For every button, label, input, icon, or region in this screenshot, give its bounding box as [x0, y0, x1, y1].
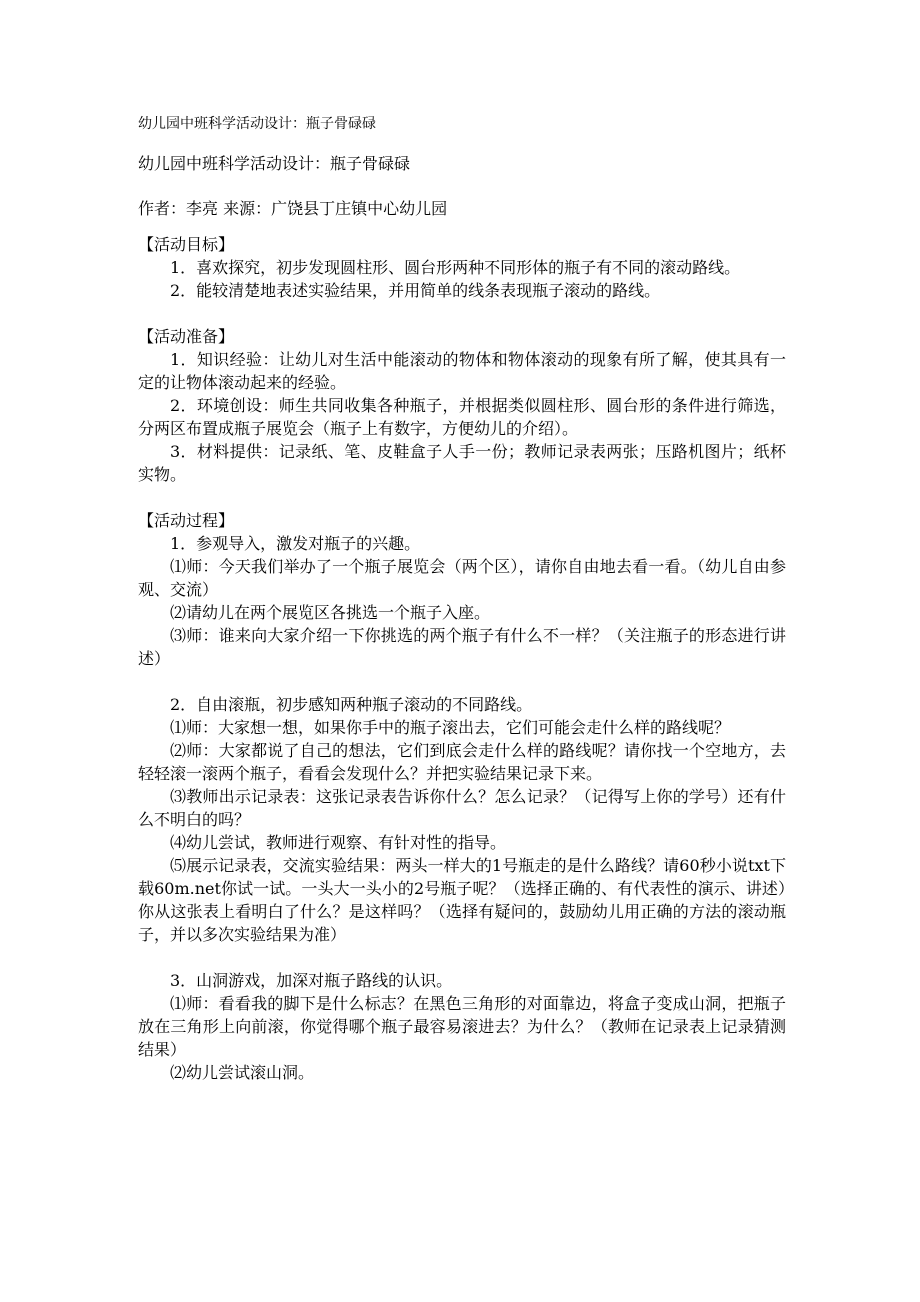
- process-step-title: 3．山洞游戏，加深对瓶子路线的认识。: [170, 971, 453, 990]
- document-title: 幼儿园中班科学活动设计：瓶子骨碌碌: [138, 154, 411, 173]
- process-step-item: ⑵师：大家都说了自己的想法，它们到底会走什么样的路线呢？请你找一个空地方，去轻轻滚一滚两个瓶子，看看会发现什么？并把实验结果记录下来。: [138, 741, 786, 783]
- process-step-title: 1．参观导入，激发对瓶子的兴趣。: [170, 534, 421, 553]
- paragraph-gap: [138, 302, 786, 325]
- section-heading-process: 【活动过程】: [138, 511, 235, 530]
- document-header-title: 幼儿园中班科学活动设计：瓶子骨碌碌: [138, 116, 376, 132]
- process-step-item: ⑷幼儿尝试，教师进行观察、有针对性的指导。: [170, 833, 507, 852]
- prep-item: 1．知识经验：让幼儿对生活中能滚动的物体和物体滚动的现象有所了解，使其具有一定的让物体滚动起来的经验。: [138, 350, 786, 392]
- goal-item: 2．能较清楚地表述实验结果，并用简单的线条表现瓶子滚动的路线。: [170, 281, 661, 300]
- process-step-item: ⑴师：今天我们举办了一个瓶子展览会（两个区），请你自由地去看一看。（幼儿自由参观、交流）: [138, 557, 786, 599]
- process-step-item: ⑵请幼儿在两个展览区各挑选一个瓶子入座。: [170, 603, 491, 622]
- process-step-item: ⑶师：谁来向大家介绍一下你挑选的两个瓶子有什么不一样？（关注瓶子的形态进行讲述）: [138, 626, 786, 668]
- process-step-title: 2．自由滚瓶，初步感知两种瓶子滚动的不同路线。: [170, 695, 533, 714]
- paragraph-gap: [138, 946, 786, 969]
- author-source-line: 作者：李亮 来源：广饶县丁庄镇中心幼儿园: [138, 199, 448, 218]
- process-step-item: ⑴师：看看我的脚下是什么标志？在黑色三角形的对面靠边，将盒子变成山洞，把瓶子放在三角形上向前滚，你觉得哪个瓶子最容易滚进去？为什么？（教师在记录表上记录猜测结果）: [138, 994, 786, 1059]
- process-step-item: ⑸展示记录表，交流实验结果：两头一样大的1号瓶走的是什么路线？请60秒小说txt下载60m.net你试一试。一头大一头小的2号瓶子呢？（选择正确的、有代表性的演示、讲述）你从这张表上看明白了什么？是这样吗？（选择有疑问的，鼓励幼儿用正确的方法的滚动瓶子，并以多次实验结果为准）: [138, 856, 786, 944]
- prep-item: 3．材料提供：记录纸、笔、皮鞋盒子人手一份；教师记录表两张；压路机图片；纸杯实物。: [138, 442, 786, 484]
- prep-item: 2．环境创设：师生共同收集各种瓶子，并根据类似圆柱形、圆台形的条件进行筛选，分两区布置成瓶子展览会（瓶子上有数字，方便幼儿的介绍）。: [138, 396, 786, 438]
- goal-item: 1．喜欢探究，初步发现圆柱形、圆台形两种不同形体的瓶子有不同的滚动路线。: [170, 258, 741, 277]
- process-step-item: ⑶教师出示记录表：这张记录表告诉你什么？怎么记录？（记得写上你的学号）还有什么不明白的吗？: [138, 787, 786, 829]
- paragraph-gap: [138, 670, 786, 693]
- paragraph-gap: [138, 486, 786, 509]
- section-heading-goals: 【活动目标】: [138, 235, 235, 254]
- process-step-item: ⑴师：大家想一想，如果你手中的瓶子滚出去，它们可能会走什么样的路线呢？: [170, 718, 731, 737]
- process-step-item: ⑵幼儿尝试滚山洞。: [170, 1063, 315, 1082]
- section-heading-prep: 【活动准备】: [138, 327, 235, 346]
- document-body: [138, 152, 786, 1084]
